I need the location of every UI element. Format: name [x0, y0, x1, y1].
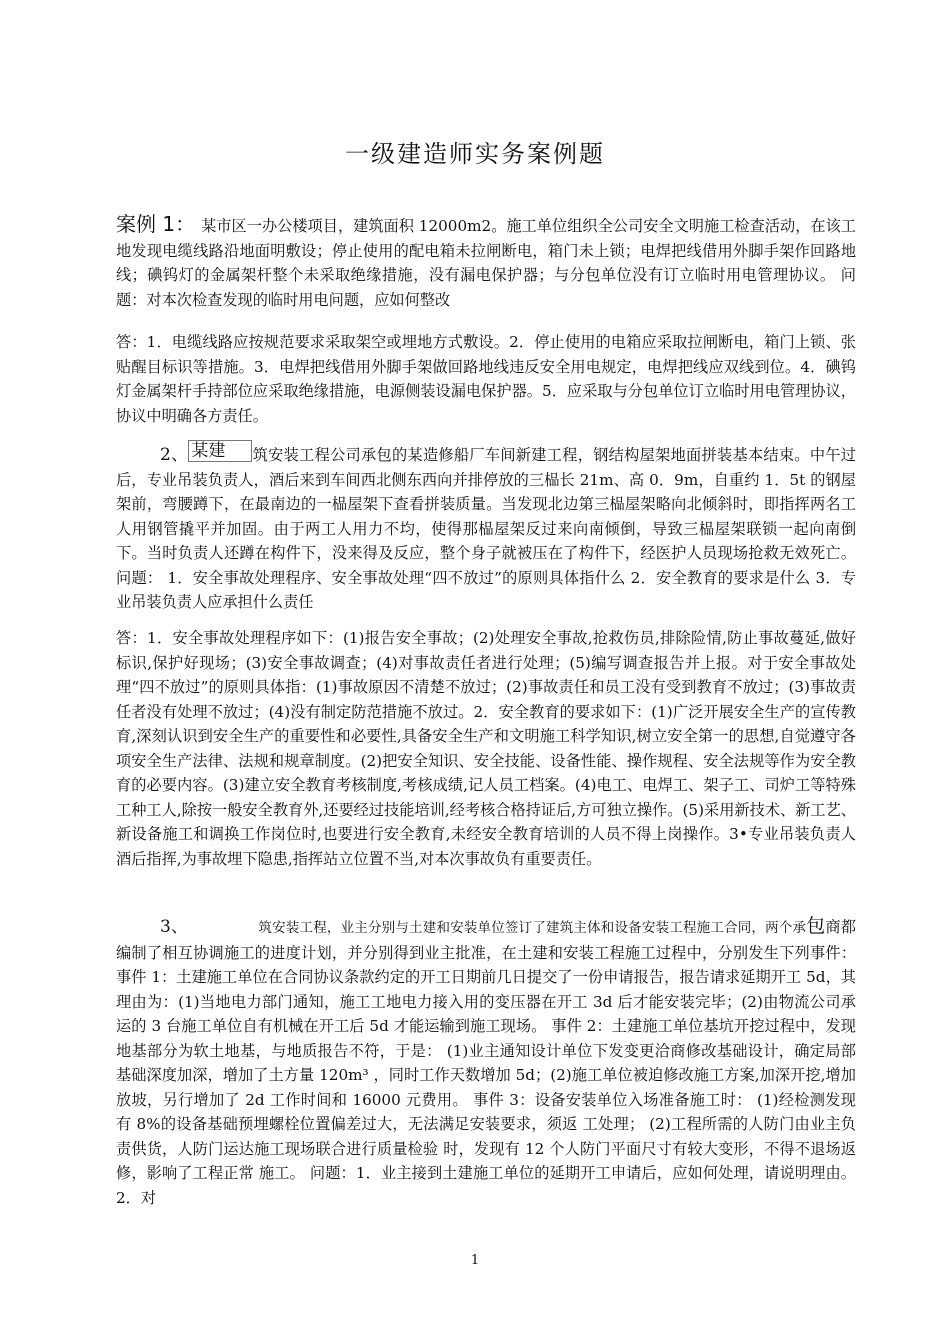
case1-paragraph: [116, 212, 856, 312]
page-title: 一级建造师实务案例题: [345, 140, 605, 168]
case3-number: 3、: [160, 917, 189, 937]
case2-text: 筑安装工程公司承包的某造修船厂车间新建工程，钢结构屋架地面拼装基本结束。中午过后，专业吊装负责人，酒后来到车间西北侧东西向并排停放的三榀长 21m、高 0．9m，自重约 1．5t 的钢屋架前，弯腰蹲下，在最南边的一榀屋架下查看拼装质量。当发现北边第三榀屋架略向北倾斜时，即指挥两名工人用钢管撬平并加固。由于两工人用力不均，使得那榀屋架反过来向南倾倒，导致三榀屋架联锁一起向南倒下。当时负责人还蹲在构件下，没来得及反应，整个身子就被压在了构件下，经医护人员现场抢救无效死亡。 问题： 1．安全事故处理程序、安全事故处理“四不放过”的原则具体指什么 2．安全教育的要求是什么 3．专业吊装负责人应承担什么责任: [116, 446, 856, 611]
case3-bao-char: 包: [806, 915, 826, 937]
case2-answer: 答：1．安全事故处理程序如下：(1)报告安全事故；(2)处理安全事故,抢救伤员,排除险情,防止事故蔓延,做好标识,保护好现场；(3)安全事故调查；(4)对事故责任者进行处理；(5)编写调查报告并上报。对于安全事故处理“四不放过”的原则具体指：(1)事故原因不清楚不放过；(2)事故责任和员工没有受到教育不放过；(3)事故责任者没有处理不放过；(4)没有制定防范措施不放过。2．安全教育的要求如下：(1)广泛开展安全生产的宣传教育,深刻认识到安全生产的重要性和必要性,具备安全生产和文明施工科学知识,树立安全第一的思想,自觉遵守各项安全生产法律、法规和规章制度。(2)把安全知识、安全技能、设备性能、操作规程、安全法规等作为安全教育的必要内容。(3)建立安全教育考核制度,考核成绩,记人员工档案。(4)电工、电焊工、架子工、司炉工等特殊工种工人,除按一般安全教育外,还要经过技能培训,经考核合格持证后,方可独立操作。(5)采用新技术、新工艺、新设备施工和调换工作岗位时,也要进行安全教育,未经安全教育培训的人员不得上岗操作。3•专业吊装负责人酒后指挥,为事故埋下隐患,指挥站立位置不当,对本次事故负有重要责任。: [116, 629, 856, 868]
case2-paragraph: [116, 440, 856, 615]
case3-paragraph: [116, 914, 856, 1210]
page-number: 1: [470, 1253, 480, 1268]
case3-text-a: 筑安装工程，业主分别与土建和安装单位签订了建筑主体和设备安装工程施工合同，两个承: [258, 920, 807, 936]
case1-label: 案例 1：: [116, 212, 196, 236]
case1-answer: 答：1．电缆线路应按规范要求采取架空或埋地方式敷设。2．停止使用的电箱应采取拉闸断电，箱门上锁、张贴醒目标识等措施。3．电焊把线借用外脚手架做回路地线违反安全用电规定，电焊把线应双线到位。4．碘钨灯金属架杆手持部位应采取绝缘措施，电源侧装设漏电保护器。5．应采取与分包单位订立临时用电管理协议，协议中明确各方责任。: [116, 333, 856, 425]
case3-text-b: 商都编制了相互协调施工的进度计划，并分别得到业主批准，在土建和安装工程施工过程中，分别发生下列事件： 事件 1：土建施工单位在合同协议条款约定的开工日期前几日提交了一份申请报告，报告请求延期开工 5d，其理由为：(1)当地电力部门通知，施工工地电力接入用的变压器在开工 3d 后才能安装完毕；(2)由物流公司承运的 3 台施工单位自有机械在开工后 5d 才能运输到施工现场。 事件 2：土建施工单位基坑开挖过程中，发现地基部分为软土地基，与地质报告不符，于是： (1)业主通知设计单位下发变更洽商修改基础设计，确定局部基础深度加深，增加了土方量 120m³ ，同时工作天数增加 5d；(2)施工单位被迫修改施工方案,加深开挖,增加放坡，另行增加了 2d 工作时间和 16000 元费用。 事件 3：设备安装单位入场准备施工时： (1)经检测发现有 8%的设备基础预埋螺栓位置偏差过大，无法满足安装要求，须返 工处理； (2)工程所需的人防门由业主负责供货，人防门运达施工现场联合进行质量检验 时，发现有 12 个人防门平面尺寸有较大变形，不得不退场返修，影响了工程正常 施工。 问题：1．业主接到土建施工单位的延期开工申请后，应如何处理，请说明理由。2．对: [116, 918, 856, 1207]
case1-text: 某市区一办公楼项目，建筑面积 12000m2。施工单位组织全公司安全文明施工检查活动，在该工地发现电缆线路沿地面明敷设；停止使用的配电箱未拉闸断电，箱门未上锁；电焊把线借用外脚手架作回路地线；碘钨灯的金属架杆整个未采取绝缘措施，没有漏电保护器；与分包单位没有订立临时用电管理协议。 问题：对本次检查发现的临时用电问题，应如何整改: [116, 217, 856, 309]
case2-number: 2、: [160, 445, 189, 465]
case2-box-word: 某建: [188, 440, 252, 462]
